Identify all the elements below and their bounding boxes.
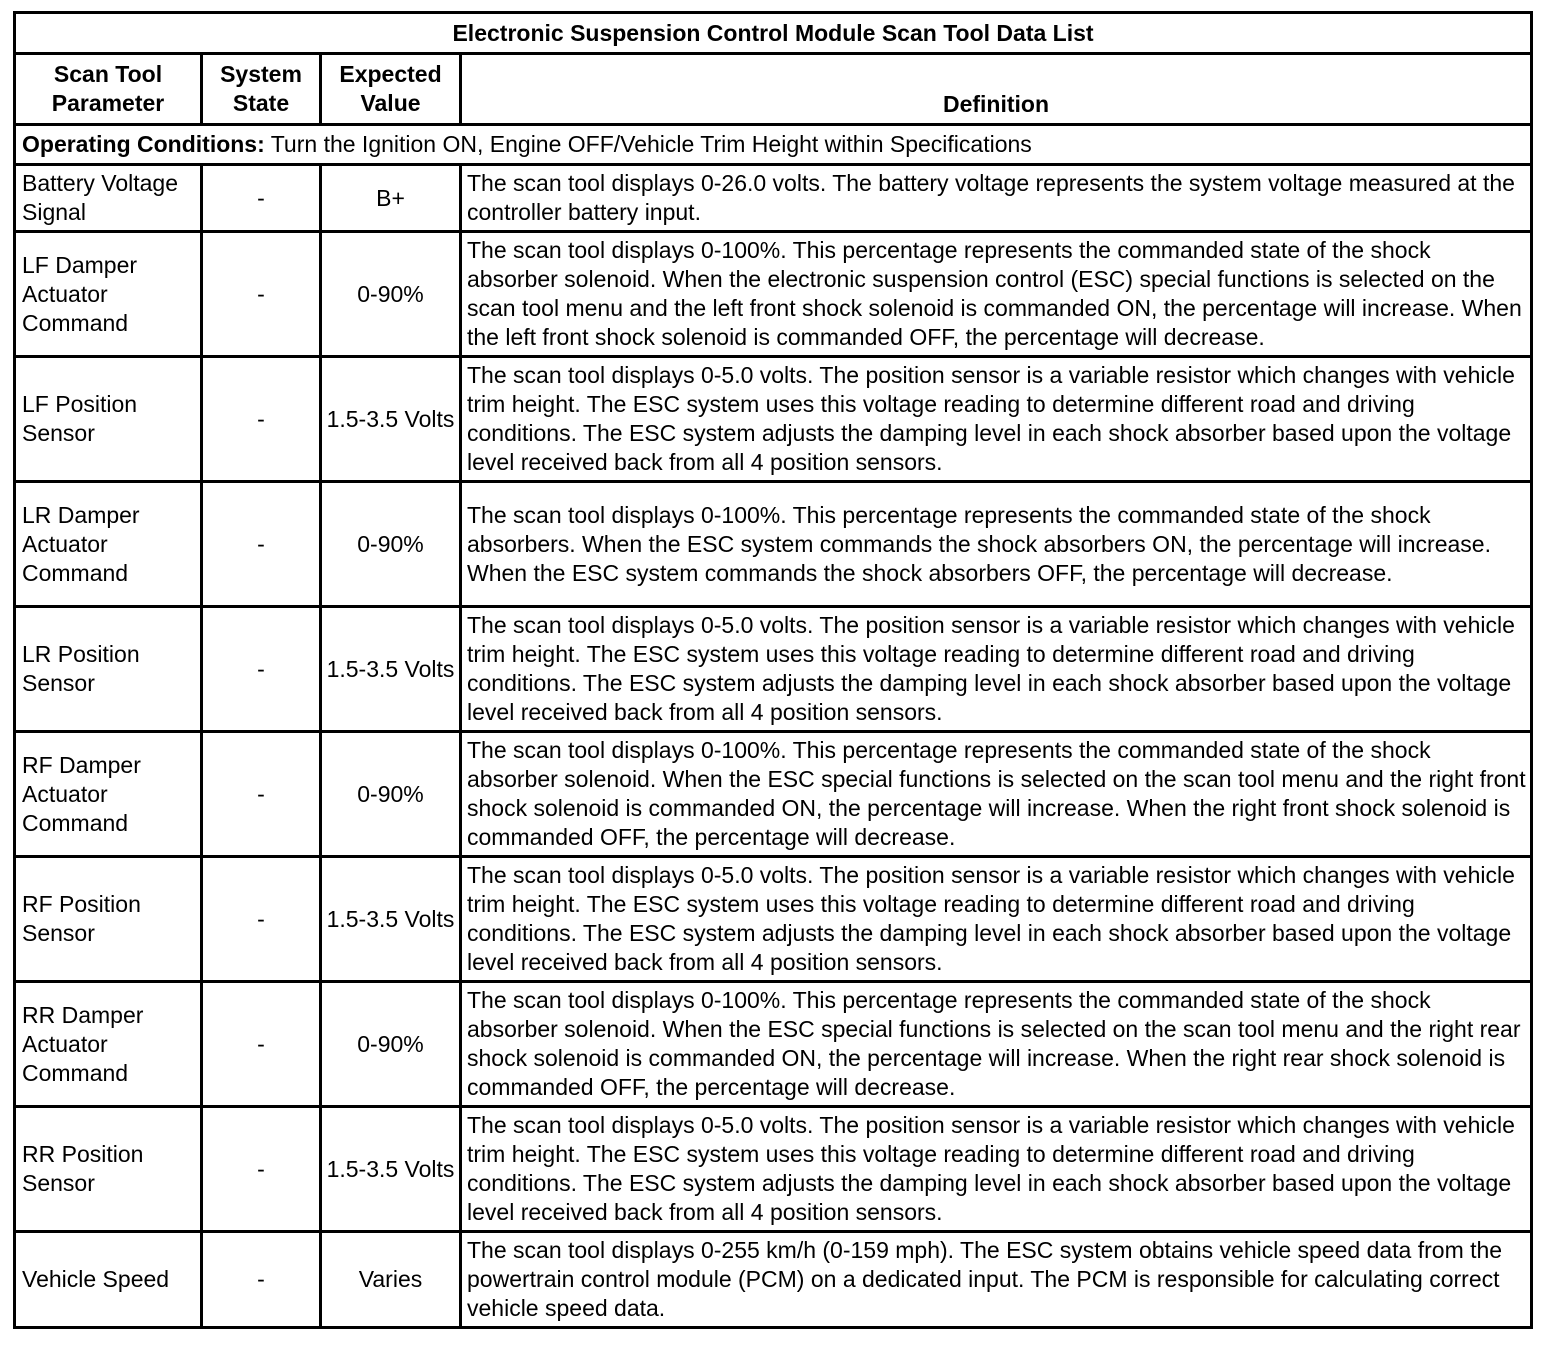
row-expected-value: 0-90%	[321, 482, 461, 607]
row-system-state: -	[202, 232, 321, 357]
table-row	[15, 165, 1532, 232]
row-parameter: RR Position Sensor	[15, 1107, 202, 1232]
data-list-table	[13, 11, 1533, 1329]
row-expected-value: 1.5-3.5 Volts	[321, 357, 461, 482]
row-definition: The scan tool displays 0-100%. This percentage represents the commanded state of the shock absorber solenoid. When the ESC special functions is selected on the scan tool menu and the right front shock solenoid is commanded ON, the percentage will increase. When the right front shock solenoid is commanded OFF, the percentage will decrease.	[461, 732, 1532, 857]
table-row	[15, 982, 1532, 1107]
scan-tool-data-list	[13, 11, 1530, 1329]
row-definition: The scan tool displays 0-5.0 volts. The position sensor is a variable resistor which changes with vehicle trim height. The ESC system uses this voltage reading to determine different road and driving conditions. The ESC system adjusts the damping level in each shock absorber based upon the voltage level received back from all 4 position sensors.	[461, 857, 1532, 982]
header-expected-value: Expected Value	[321, 54, 461, 125]
row-system-state: -	[202, 165, 321, 232]
row-expected-value: B+	[321, 165, 461, 232]
operating-conditions-label: Operating Conditions:	[22, 131, 265, 157]
row-expected-value: 1.5-3.5 Volts	[321, 857, 461, 982]
table-row	[15, 482, 1532, 607]
row-definition: The scan tool displays 0-255 km/h (0-159 mph). The ESC system obtains vehicle speed data from the powertrain control module (PCM) on a dedicated input. The PCM is responsible for calculating correct vehicle speed data.	[461, 1232, 1532, 1328]
table-row	[15, 857, 1532, 982]
row-definition: The scan tool displays 0-5.0 volts. The position sensor is a variable resistor which changes with vehicle trim height. The ESC system uses this voltage reading to determine different road and driving conditions. The ESC system adjusts the damping level in each shock absorber based upon the voltage level received back from all 4 position sensors.	[461, 1107, 1532, 1232]
header-definition: Definition	[461, 54, 1532, 125]
row-expected-value: 0-90%	[321, 982, 461, 1107]
row-parameter: LR Damper Actuator Command	[15, 482, 202, 607]
row-definition: The scan tool displays 0-26.0 volts. The battery voltage represents the system voltage measured at the controller battery input.	[461, 165, 1532, 232]
table-row	[15, 1232, 1532, 1328]
row-parameter: RF Damper Actuator Command	[15, 732, 202, 857]
table-title: Electronic Suspension Control Module Scan Tool Data List	[15, 13, 1532, 54]
row-parameter: LF Position Sensor	[15, 357, 202, 482]
row-system-state: -	[202, 732, 321, 857]
row-definition: The scan tool displays 0-100%. This percentage represents the commanded state of the shock absorber solenoid. When the ESC special functions is selected on the scan tool menu and the right rear shock solenoid is commanded ON, the percentage will increase. When the right rear shock solenoid is commanded OFF, the percentage will decrease.	[461, 982, 1532, 1107]
row-expected-value: 1.5-3.5 Volts	[321, 1107, 461, 1232]
operating-conditions	[15, 125, 1532, 165]
row-definition: The scan tool displays 0-5.0 volts. The position sensor is a variable resistor which changes with vehicle trim height. The ESC system uses this voltage reading to determine different road and driving conditions. The ESC system adjusts the damping level in each shock absorber based upon the voltage level received back from all 4 position sensors.	[461, 607, 1532, 732]
row-system-state: -	[202, 357, 321, 482]
header-system-state: System State	[202, 54, 321, 125]
row-definition: The scan tool displays 0-5.0 volts. The position sensor is a variable resistor which changes with vehicle trim height. The ESC system uses this voltage reading to determine different road and driving conditions. The ESC system adjusts the damping level in each shock absorber based upon the voltage level received back from all 4 position sensors.	[461, 357, 1532, 482]
operating-conditions-text: Turn the Ignition ON, Engine OFF/Vehicle Trim Height within Specifications	[264, 131, 1032, 157]
table-row	[15, 1107, 1532, 1232]
table-row	[15, 357, 1532, 482]
row-system-state: -	[202, 857, 321, 982]
table-row	[15, 607, 1532, 732]
row-expected-value: 0-90%	[321, 732, 461, 857]
header-parameter: Scan Tool Parameter	[15, 54, 202, 125]
table-row	[15, 232, 1532, 357]
row-expected-value: 0-90%	[321, 232, 461, 357]
row-system-state: -	[202, 1107, 321, 1232]
row-parameter: Battery Voltage Signal	[15, 165, 202, 232]
row-expected-value: Varies	[321, 1232, 461, 1328]
row-system-state: -	[202, 482, 321, 607]
row-parameter: LR Position Sensor	[15, 607, 202, 732]
row-parameter: Vehicle Speed	[15, 1232, 202, 1328]
row-definition: The scan tool displays 0-100%. This percentage represents the commanded state of the shock absorbers. When the ESC system commands the shock absorbers ON, the percentage will increase. When the ESC system commands the shock absorbers OFF, the percentage will decrease.	[461, 482, 1532, 607]
row-definition: The scan tool displays 0-100%. This percentage represents the commanded state of the shock absorber solenoid. When the electronic suspension control (ESC) special functions is selected on the scan tool menu and the left front shock solenoid is commanded ON, the percentage will increase. When the left front shock solenoid is commanded OFF, the percentage will decrease.	[461, 232, 1532, 357]
table-row	[15, 732, 1532, 857]
row-system-state: -	[202, 982, 321, 1107]
row-parameter: RR Damper Actuator Command	[15, 982, 202, 1107]
row-parameter: LF Damper Actuator Command	[15, 232, 202, 357]
row-system-state: -	[202, 1232, 321, 1328]
row-system-state: -	[202, 607, 321, 732]
row-parameter: RF Position Sensor	[15, 857, 202, 982]
row-expected-value: 1.5-3.5 Volts	[321, 607, 461, 732]
